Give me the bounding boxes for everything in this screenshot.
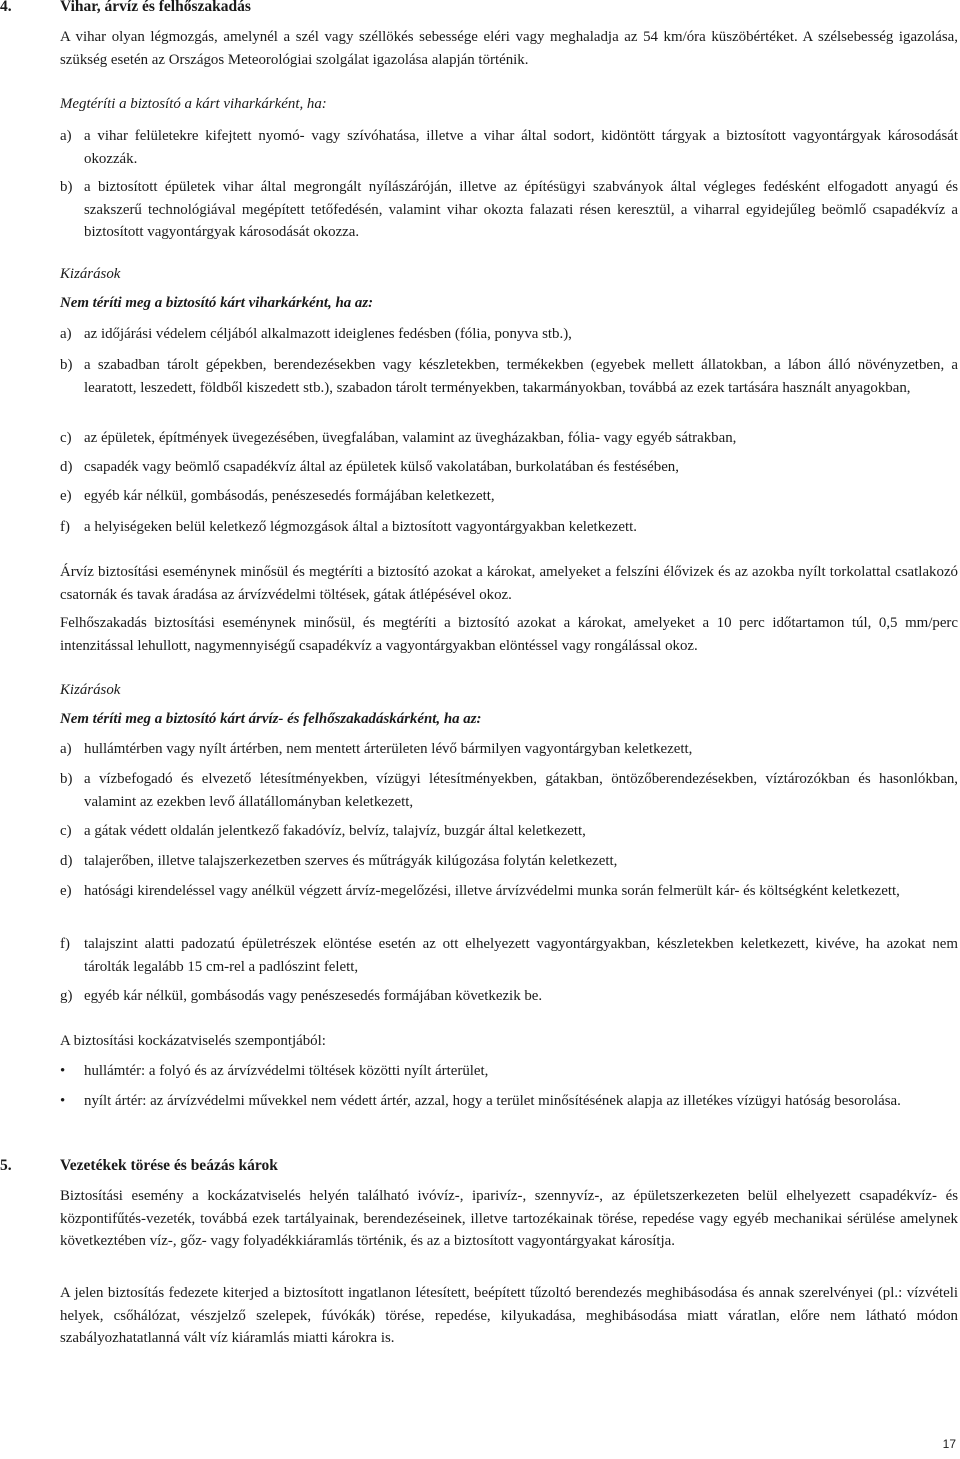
exclusion-2-e (60, 880, 958, 903)
exclusion-1-c (60, 427, 958, 450)
bullet-icon: • (60, 1093, 66, 1109)
list-marker: a) (60, 128, 72, 144)
list-item-text: csapadék vagy beömlő csapadékvíz által az épületek külső vakolatában, burkolatában és festésében, (84, 459, 679, 475)
exclusions-intro-1 (60, 292, 958, 315)
list-marker: d) (60, 853, 73, 869)
exclusions-intro: Nem téríti meg a biztosító kárt viharkárként, ha az: (60, 295, 374, 311)
list-marker: e) (60, 883, 72, 899)
covered-intro: Megtéríti a biztosító a kárt viharkárként, ha: (60, 96, 327, 112)
list-marker: b) (60, 771, 73, 787)
list-item-text: a helyiségeken belül keletkező légmozgások által a biztosított vagyontárgyakban keletkezett. (84, 519, 637, 535)
list-marker: a) (60, 741, 72, 757)
section-4-body (60, 26, 958, 71)
list-marker: g) (60, 988, 73, 1004)
exclusions-label-1 (60, 263, 958, 286)
section-5-para-1-block (60, 1185, 958, 1253)
flood-definition: Árvíz biztosítási eseménynek minősül és megtéríti a biztosító azokat a károkat, amelyeket a felszíni élővizek és az azokba nyílt torkolattal csatlakozó csatornák és tavak áradása az árvízvédelmi töltések, gátak átlépésével okoz. (60, 564, 958, 603)
subheading-exclusions: Kizárások (60, 682, 121, 698)
section-number: 5. (0, 1157, 12, 1174)
list-item-text: hullámtérben vagy nyílt ártérben, nem mentett árterületen lévő bármilyen vagyontárgyban keletkezett, (84, 741, 693, 757)
risk-item-1 (60, 1060, 958, 1083)
risk-intro: A biztosítási kockázatviselés szempontjából: (60, 1033, 326, 1049)
bullet-icon: • (60, 1063, 66, 1079)
list-marker: f) (60, 936, 70, 952)
list-item-text: a szabadban tárolt gépekben, berendezésekben vagy készletekben, termékekben (egyebek mellett állatokban, a lábon álló növényzetben, a learatott, leszedett, földből kiszedett stb.), szabadon tárolt terményekben, takarmányokban, továbbá az ezek tartására használt anyagokban, (84, 357, 958, 396)
list-marker: c) (60, 823, 72, 839)
list-marker: b) (60, 179, 73, 195)
list-item-text: talajerőben, illetve talajszerkezetben szerves és műtrágyák kilúgozása folytán keletkezett, (84, 853, 618, 869)
section-title: Vihar, árvíz és felhőszakadás (60, 0, 251, 15)
list-item-text: hatósági kirendeléssel vagy anélkül végzett árvíz-megelőzési, illetve árvízvédelmi munka során felmerült kár- és költségként keletkezett, (84, 883, 900, 899)
cloudburst-definition: Felhőszakadás biztosítási eseménynek minősül, és megtéríti a biztosító azokat a károkat, amelyeket a 10 perc időtartamon túl, 0,5 mm/perc intenzitással lehullott, nagymennyiségű csapadékvíz a vagyontárgyakban elöntéssel vagy rongálással okoz. (60, 615, 958, 654)
exclusion-2-c (60, 820, 958, 843)
exclusion-1-d (60, 456, 958, 479)
list-marker: a) (60, 326, 72, 342)
exclusions-label-2 (60, 679, 958, 702)
list-item-text: az épületek, építmények üvegezésében, üvegfalában, valamint az üvegházakban, fólia- vagy egyéb sátrakban, (84, 430, 737, 446)
list-marker: e) (60, 488, 72, 504)
section-5-para-1: Biztosítási esemény a kockázatviselés helyén található ivóvíz-, iparivíz-, szennyvíz-, az épületszerkezeten belül elhelyezett csapadékvíz- és központifűtés-vezeték, továbbá ezek tartályainak, berendezéseinek, illetve tartozékainak törése, repedése vagy egyéb mechanikai sérülése amelynek következtében víz-, gőz- vagy folyadékkiáramlás történik, és az a biztosított vagyontárgyakat károsítja. (60, 1188, 958, 1249)
exclusions-intro: Nem téríti meg a biztosító kárt árvíz- és felhőszakadáskárként, ha az: (60, 711, 482, 727)
covered-item-b (60, 176, 958, 244)
list-marker: d) (60, 459, 73, 475)
section-title: Vezetékek törése és beázás károk (60, 1157, 278, 1174)
list-item-text: nyílt ártér: az árvízvédelmi művekkel nem védett ártér, azzal, hogy a terület minősítésének alapja az illetékes vízügyi hatóság besorolása. (84, 1093, 901, 1109)
list-marker: b) (60, 357, 73, 373)
exclusion-2-d (60, 850, 958, 873)
exclusion-2-a (60, 738, 958, 761)
covered-intro-block (60, 93, 958, 116)
list-item-text: egyéb kár nélkül, gombásodás vagy penészesedés formájában következik be. (84, 988, 543, 1004)
list-item-text: a vihar felületekre kifejtett nyomó- vagy szívóhatása, illetve a vihar által sodort, kidöntött tárgyak a biztosított vagyontárgyak károsodását okozzák. (84, 128, 958, 167)
section-number: 4. (0, 0, 12, 15)
exclusion-1-f (60, 516, 958, 539)
exclusions-intro-2 (60, 708, 958, 731)
risk-intro-block (60, 1030, 958, 1053)
list-item-text: hullámtér: a folyó és az árvízvédelmi töltések közötti nyílt árterület, (84, 1063, 489, 1079)
flood-definition-block (60, 561, 958, 606)
exclusion-1-a (60, 323, 958, 346)
exclusion-1-e (60, 485, 958, 508)
section-5-para-2: A jelen biztosítás fedezete kiterjed a biztosított ingatlanon létesített, beépített tűzoltó berendezés meghibásodása és annak szerelvényei (pl.: vízvételi helyek, csőhálózat, vészjelző szelepek, fúvókák) törése, repedése, kilyukadása, meghibásodása miatt váratlan, előre nem látható módon szabályozhatatlanná vált víz kiáramlás miatti károkra is. (60, 1285, 958, 1346)
exclusion-2-f (60, 933, 958, 978)
subheading-exclusions: Kizárások (60, 266, 121, 282)
page-number: 17 (942, 1437, 956, 1451)
list-marker: f) (60, 519, 70, 535)
list-item-text: a gátak védett oldalán jelentkező fakadóvíz, belvíz, talajvíz, buzgár által keletkezett, (84, 823, 586, 839)
cloudburst-definition-block (60, 612, 958, 657)
list-item-text: a biztosított épületek vihar által megrongált nyílászáróján, illetve az építésügyi szabványok által végleges fedésként elfogadott anyagú és szakszerű technológiával megépített tetőfedésén, valamint vihar okozta falazati résen keresztül, a viharral egyidejűleg beömlő csapadékvíz a biztosított vagyontárgyak károsodását okozza. (84, 179, 958, 240)
risk-item-2 (60, 1090, 958, 1113)
list-item-text: egyéb kár nélkül, gombásodás, penészesedés formájában keletkezett, (84, 488, 495, 504)
list-marker: c) (60, 430, 72, 446)
list-item-text: talajszint alatti padozatú épületrészek elöntése esetén az ott elhelyezett vagyontárgyakban, készletekben keletkezett, kivéve, ha azokat nem tárolták legalább 15 cm-rel a padlószint felett, (84, 936, 958, 975)
exclusion-2-b (60, 768, 958, 813)
exclusion-2-g (60, 985, 958, 1008)
list-item-text: az időjárási védelem céljából alkalmazott ideiglenes fedésben (fólia, ponyva stb.), (84, 326, 572, 342)
covered-item-a (60, 125, 958, 170)
section-5-para-2-block (60, 1282, 958, 1350)
exclusion-1-b (60, 354, 958, 399)
storm-definition: A vihar olyan légmozgás, amelynél a szél vagy széllökés sebessége eléri vagy meghaladja az 54 km/óra küszöbértéket. A szélsebesség igazolása, szükség esetén az Országos Meteorológiai szolgálat igazolása alapján történik. (60, 29, 958, 68)
list-item-text: a vízbefogadó és elvezető létesítményekben, vízügyi létesítményekben, gátakban, öntözőberendezésekben, víztározókban és hasonlókban, valamint az ezekben levő állatállományban keletkezett, (84, 771, 958, 810)
